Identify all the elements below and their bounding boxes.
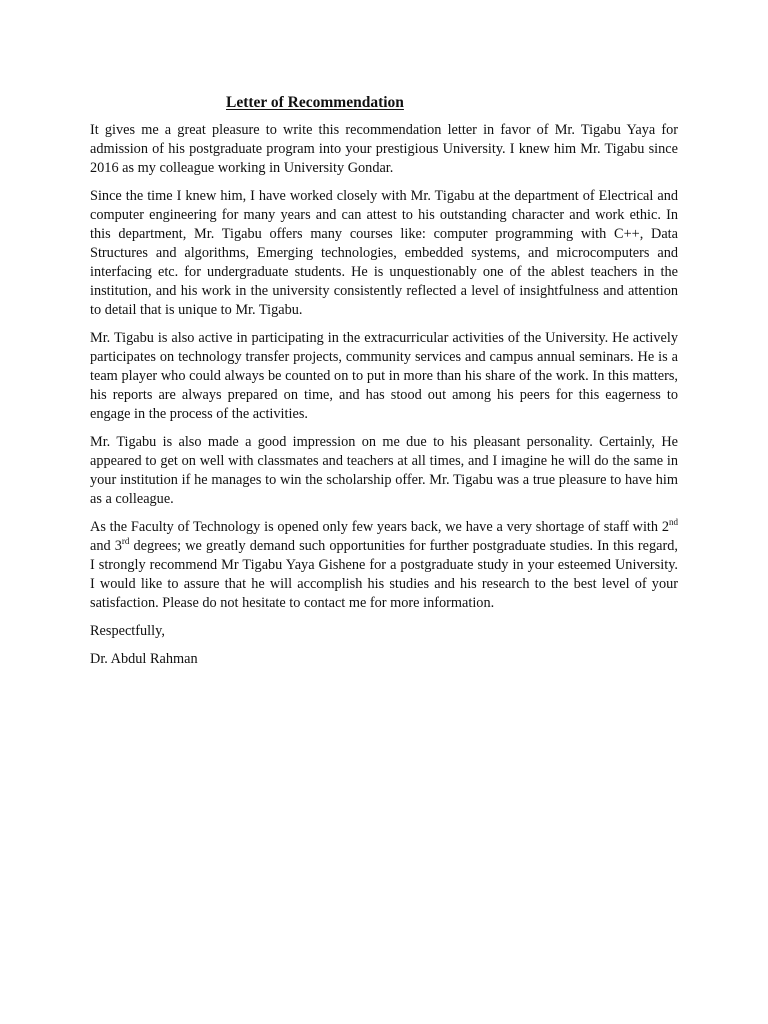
closing-salutation: Respectfully, [90, 623, 165, 639]
paragraph-extracurricular: Mr. Tigabu is also active in participating in the extracurricular activities of the University. He actively participates on technology transfer projects, community services and campus annual seminars. He is a team player who could always be counted on to put in more than his share of the work. In this matters, his reports are always prepared on time, and has stood out among his peers for this eagerness to engage in the process of the activities. [90, 330, 678, 422]
paragraph-recommendation-text-3: degrees; we greatly demand such opportunities for further postgraduate studies. In this regard, I strongly recommend Mr Tigabu Yaya Gishene for a postgraduate study in your esteemed University. I would like to assure that he will accomplish his studies and his research to the best level of your satisfaction. Please do not hesitate to contact me for more information. [90, 538, 678, 611]
paragraph-recommendation [90, 518, 678, 613]
letter-title: Letter of Recommendation [226, 94, 404, 111]
superscript-rd: rd [121, 536, 130, 547]
paragraph-introduction: It gives me a great pleasure to write this recommendation letter in favor of Mr. Tigabu Yaya for admission of his postgraduate program into your prestigious University. I knew him Mr. Tigabu since 2016 as my colleague working in University Gondar. [90, 122, 678, 176]
recommendation-letter [90, 93, 678, 678]
paragraph-recommendation-text-2: and 3 [90, 538, 122, 554]
superscript-nd: nd [669, 517, 678, 528]
paragraph-work-experience: Since the time I knew him, I have worked closely with Mr. Tigabu at the department of Electrical and computer engineering for many years and can attest to his outstanding character and work ethic. In this department, Mr. Tigabu offers many courses like: computer programming with C++, Data Structures and algorithms, Emerging technologies, embedded systems, and microcomputers and interfacing etc. for undergraduate students. He is unquestionably one of the ablest teachers in the institution, and his work in the university consistently reflected a level of insightfulness and attention to detail that is unique to Mr. Tigabu. [90, 188, 678, 318]
signature-name: Dr. Abdul Rahman [90, 651, 198, 667]
paragraph-personality: Mr. Tigabu is also made a good impression on me due to his pleasant personality. Certainly, He appeared to get on well with classmates and teachers at all times, and I imagine he will do the same in your institution if he manages to win the scholarship offer. Mr. Tigabu was a true pleasure to have him as a colleague. [90, 434, 678, 507]
paragraph-recommendation-text-1: As the Faculty of Technology is opened only few years back, we have a very shortage of staff with 2 [90, 519, 669, 535]
